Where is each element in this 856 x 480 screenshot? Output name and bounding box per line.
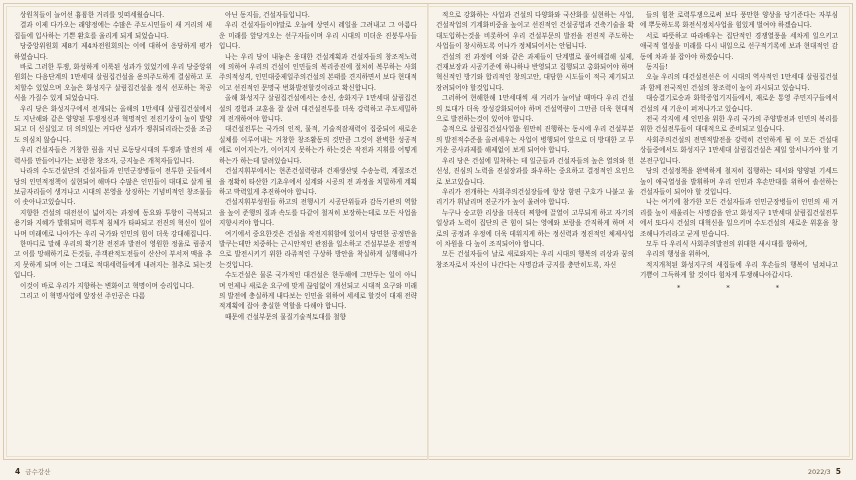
paragraph: 당의 건설정책을 완벽하게 철저히 집행하는 데서와 양양된 기세드높이 애국열성을 발휘하며 우리 인민과 후손만대를 위하여 솔선하는 건설자들이 되어야 할 것입니다. [640,167,838,196]
paragraph: 모두 다 우리식 사회주의발전의 위대한 새시대를 향하여, [646,239,808,248]
paragraph: 우리 건설자들은 거창한 림을 지닌 로동당시대의 투쟁과 발전의 새 력사를 만들어나가는 보람찬 창조자, 긍지높은 개척자들입니다. [14,146,212,165]
paragraph: 이것이 바로 우리가 지향하는 변화이고 혁명이며 승리입니다. [20,281,194,290]
paragraph: 적으로 강화하는 사업과 건설의 다양화와 국산화를 실현하는 사업, 건설작업의 기계화비중을 높이고 선진적인 건설공법과 건축기술을 확대도입하는것을 비롯하여 우리 건설부문의 발전을 전진적 주도하는 사업들이 창시하도록 어나가 정체되어서는 안됩니다. [436,11,634,51]
paragraph: 때문에 건설부문의 물질기술적토대를 철향 [225,312,346,321]
magazine-title: 금수강산 [25,468,51,476]
paragraph: 우리 당은 화성지구에서 전개되는 올해의 1만세대 살림집건설에서도 지난해와 같은 양양된 투쟁정신과 혁명적인 전진기상이 높이 발양되고 더 신실있고 더 의의있는 커다란 성과가 쟁취되리라는것을 조금도 의심치 않습니다. [14,104,212,144]
paragraph: 전국 각지에 세 인민을 위한 우리 국가의 주양발전과 인민의 복리를 위한 건설전투들이 대대적으로 준비되고 있습니다. [640,115,838,134]
footer-left [12,467,50,476]
page-number-right: 5 [835,467,841,476]
text-column-4 [640,10,838,450]
paragraph: 동지들! [646,63,668,72]
paragraph: 들의 힘찬 로력투쟁으로써 보다 풍만한 양상을 당기준다는 자부심에 뿌듯하도록 화전식정치사업을 힘있게 벌여야 하겠습니다. [640,11,838,30]
center-gutter [427,4,429,460]
paragraph: 지향한 건설의 대전선이 넓어지는 과정에 동요와 투항이 극복되고 용기와 지혜가 발휘되며 력투적 침체가 타파되고 전진의 혁신이 일어나며 미래에로 나아가는 우리 국가와 인민의 힘이 더욱 강대해집니다. [14,208,212,238]
paragraph: 서로 따뜻하고 따라배우는 집단적인 경쟁열풍을 세차게 일으키고 애국적 열성을 미래를 다시 내일으로 선구적기록에 보과 현대적인 감동에 차과 불 잡아야 하겠습니다. [640,31,838,61]
paragraph: 사회주의건설의 전면적발전을 강력히 건인하게 될 이 모든 건설대상들중에서도 화성지구 1만세대 살림집건설은 제일 앞서나가야 할 기본전구입니다. [640,135,838,165]
text-column-2 [219,10,417,450]
paragraph: 아닌 동지들, 건설자들입니다. [225,11,310,19]
text-column-3 [436,10,634,450]
paragraph: 나는 여기에 참가한 모든 건설자들과 인민군장병들이 인민의 새 거리를 높이 세울리는 사명감을 안고 화성지구 1만세대 살림집건설전투에서 또다시 건설의 대혁신을 일으키며 수도건설의 새로운 위훈을 창조해나가리라고 굳게 믿습니다. [640,198,838,238]
paragraph: 나는 우리 당이 내놓은 웅대한 건설계획과 건설자들의 창조적노력에 의하여 우리의 건설이 인민들의 복리증진에 절처히 복무하는 사회주의적성격, 인민대중제일주의건설의 본태를 견지하면서 보다 현대적이고 선진적인 문명국 번화발전할것이라고 확신합니다. [219,52,417,92]
paragraph: 그러하여 현해한해 1만세대씩 새 거리가 늘어날 때마다 우리 건설의 토대가 더욱 장성강화되어야 하며 건설역량이 그만큼 더욱 현대적으로 발전하는것이 있어야 합니다. [436,94,634,124]
paragraph: 누구나 숭고한 리상을 더욱더 찌향에 끌열이 고무되게 하고 자기의 일상과 노력이 집단의 큰 힘이 되는 영예와 보람을 간직하게 하며 서로의 공정과 우정에 더욱 데워지게 하는 정신력과 정진적인 체제사업이 차원을 다 높이 조직되어야 합니다. [436,208,634,248]
paragraph: 한마디로 말해 우리의 확기찬 전진과 발전이 영원한 정울로 림종지고 이를 망해하기로 든것들, 주객관적도전들이 산산이 부서져 맥을 추지 못하게 되며 이는 그대로 적대세력들에게 내려지는 철추로 되는것입니다. [14,239,212,280]
paragraph: 여기에서 중요한것은 건설을 작전지휘함에 있어서 당면한 공정만을 발쿠는데만 치중하는 근시안적인 관점을 일소하고 건설부분운 전망적으로 발전시키기 위한 라쥬적인 구상하 방안을 착실하게 실행해나가는것입니다. [219,229,417,269]
text-column-1 [14,10,212,450]
paragraph: 건설의 전 과정에 이와 같은 과제들이 단계별로 풀어해결해 실제, 건재보장과 시공기준에 하나하나 반영되고 집행되고 총화되어야 하며 혁신적인 방기와 합리적인 창의고안, 대담한 시도들이 적극 제기되고 장려되어야 할것입니다. [436,52,634,92]
paragraph: 당중앙위원회 제8기 제4차전원회의는 이에 대하여 응당하게 평가하였습니다. [14,42,212,61]
paragraph: 상원칙들이 늘어선 흉륭한 거리를 잇떠세웠습니다. [20,11,165,19]
paragraph: 대승결기로승과 화학증업기지들에서, 재로운 통영 주민지구들에서 건설의 새 기운이 퍼져나가고 있습니다. [640,94,838,113]
paragraph: 결과 이제 다가오는 래양정에는 수많은 주도시민들이 새 거리의 새집들에 입사하는 기쁜 환호를 울리게 되게 되었습니다. [14,21,212,40]
paragraph: 건설지휘부성원들 하고의 전행시기 시공단위들과 감독기관의 역할을 높이 준행의 질과 속도를 다같이 철저히 보장하는데로 모든 사업을 지향시켜야 합니다. [219,198,417,228]
paragraph: 건설지휘부에서는 현존건설력량과 건재생산및 수송능력, 계절조건을 정확히 타산한 기초우에서 설계와 시공의 전 과정을 치밀하게 계획하고 박력있게 추진하여야 합니다. [219,167,417,196]
paragraph: 우리가 전개하는 사회주의건설장들에 항상 함편 구호가 나붙고 울리기가 휘날리며 진군가가 높이 울려야 합니다. [436,187,634,207]
paragraph: 우리 당은 건설에 밀착하는 데 일군들과 건설자들의 높은 열의와 헌신성, 진심의 노력을 진설장과를 좌우하는 중요하고 결정적인 요인으로 보고있습니다. [436,156,634,186]
paragraph: 나라의 수도건설단의 건설자들과 인민군장병들이 전투한 곳들에서 당의 인민적정책이 실현되어 해마다 수많은 인민들이 대대로 살게 될 보금자리들이 생겨나고 시대의 본영을 상징하는 기념비적인 창조물들이 솟아나고있습니다. [14,167,212,207]
paragraph: 우리의 행성을 위하여, [646,250,710,259]
paragraph: 바로 그러한 투쟁, 화성하게 이룩된 성과가 있었기에 우리 당중앙위원회는 다음단계의 1만세대 살림집건설을 용의주도하게 결심하고 포치할수 있었으며 오늘은 화성지구 살림집건설을 정식 선포하는 착공식을 가질수 있게 되었습니다. [14,63,212,103]
paragraph: 적지개척된 화성지구의 새집들에 우리 후손들의 행복이 넘쳐나고 기쁨이 그득하게 할 것이다 힘차게 투쟁해나아갑시다. [640,260,838,280]
paragraph: 모든 건설자들이 날로 새로와지는 우리 시대의 행복의 리상과 꿈의 창조자로서 자신이 나간다는 사명감과 긍지를 충만히도록, 자신 [436,250,634,269]
closing-stars: * * * [676,283,802,292]
page-number-left: 4 [15,467,21,476]
paragraph: 오늘 우리의 대건설전선은 이 시대의 역사적인 1만세대 살림집건설과 함께 전국적인 건설의 창조력이 높이 과시되고 있습니다. [640,73,838,92]
paragraph: 총적으로 살림집건설사업을 원만히 진행하는 동시에 우리 건설부분의 발전적수준을 올려세우는 사업이 병행되어 앞으로 더 방대한 고 무거운 공사과제를 해제없이 보게 되어야 합니다. [436,125,634,155]
paragraph: 올해 화성지구 살림집건설에서는 송신, 송화지구 1만세대 살림집건설의 경험과 교훈을 잘 살려 대건설전투를 더욱 강력하고 주도세밀하게 전개하여야 합니다. [219,94,417,124]
paragraph: 우리 건설자들이야말로 오늘에 상연시 레일을 그려내고 그 아름다운 미래를 앞당겨오는 선구자들이며 우리 시대의 미더운 진붕투사들입니다. [219,21,417,51]
paragraph: 대건설전투는 국가의 인적, 물적, 기술적잠재력이 집중되어 새로운 실체를 이루어내는 거창한 창조활동의 것만큼 그것이 완벽한 성공적에로 이어지는가, 이어지지 못하는가 하는것은 작전과 지휘를 어떻게 하는가 하는데 달려있습니다. [219,125,417,165]
footer-right [808,467,844,476]
paragraph: 수도건설은 물론 국가적인 대건설은 한두해에 그만두는 일이 아니며 언제나 새로운 요구에 맞게 끊임없이 개선되고 시대적 요구와 미래의 발전에 충실하게 내다보는 인민을 위하여 세세로 할것이 대재 전략적계획에 잡아 충실한 역할을 다해야 합니다. [219,271,417,311]
issue-date: 2022/3 [807,468,831,476]
paragraph: 그리고 이 혁명사업에 앞장선 주인공은 다름 [20,291,146,300]
